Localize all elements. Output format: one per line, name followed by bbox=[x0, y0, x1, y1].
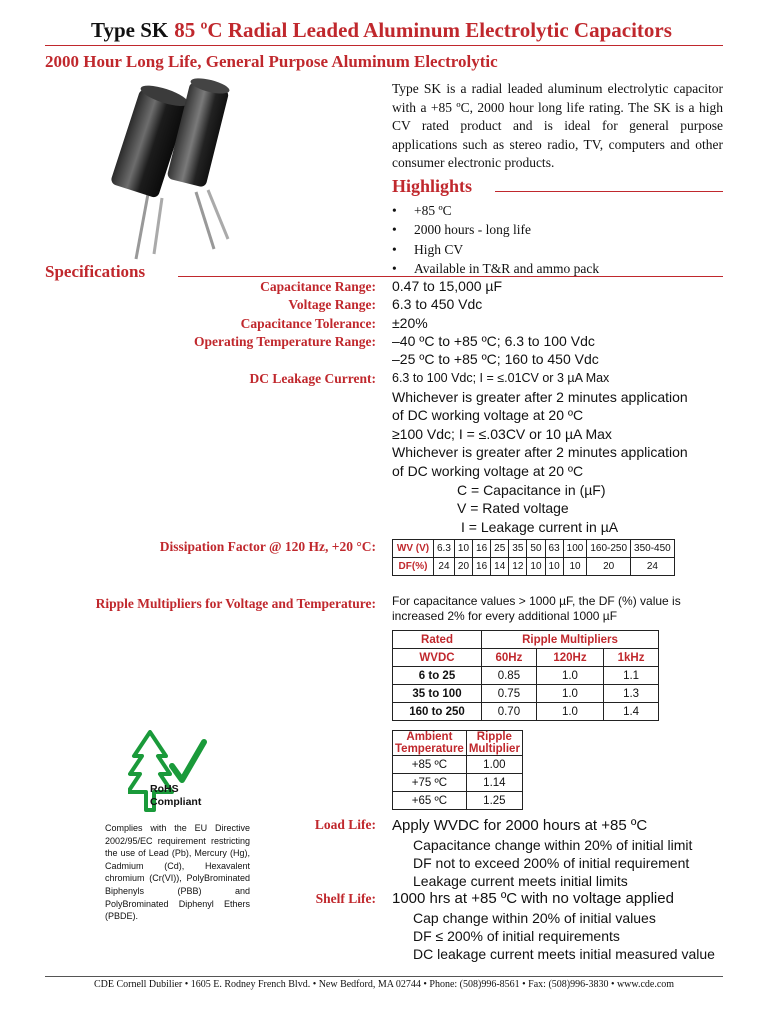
table-cell: 6 to 25 bbox=[393, 667, 482, 685]
ripple-note-2: increased 2% for every additional 1000 µF bbox=[392, 609, 618, 623]
list-item: • High CV bbox=[392, 241, 464, 257]
load-life-line: Capacitance change within 20% of initial limit bbox=[413, 837, 693, 853]
table-cell: +75 ºC bbox=[393, 774, 467, 792]
table-row bbox=[393, 756, 523, 774]
operating-temp-label: Operating Temperature Range: bbox=[194, 334, 376, 349]
table-cell: 14 bbox=[491, 558, 509, 576]
title-text: 85 ºC Radial Leaded Aluminum Electrolytic Capacitors bbox=[174, 18, 672, 42]
page-title bbox=[91, 18, 672, 43]
table-row bbox=[393, 685, 659, 703]
table-cell: Rated bbox=[393, 631, 482, 649]
table-cell: 10 bbox=[527, 558, 545, 576]
table-row bbox=[393, 540, 675, 558]
table-row bbox=[393, 667, 659, 685]
table-cell: 1.0 bbox=[536, 667, 603, 685]
table-row bbox=[393, 792, 523, 810]
table-cell: 25 bbox=[491, 540, 509, 558]
table-cell: 63 bbox=[545, 540, 563, 558]
table-cell: 1.4 bbox=[604, 703, 659, 721]
dc-leakage-line: ≥100 Vdc; I = ≤.03CV or 10 µA Max bbox=[392, 426, 612, 442]
dc-leakage-line: C = Capacitance in (µF) bbox=[457, 482, 606, 498]
table-cell: 1.1 bbox=[604, 667, 659, 685]
table-row bbox=[393, 558, 675, 576]
table-cell: 1.25 bbox=[466, 792, 522, 810]
page-subtitle: 2000 Hour Long Life, General Purpose Aluminum Electrolytic bbox=[45, 52, 498, 71]
table-cell: 1.14 bbox=[466, 774, 522, 792]
table-cell: +65 ºC bbox=[393, 792, 467, 810]
table-cell: 160 to 250 bbox=[393, 703, 482, 721]
table-cell: Ripple Multiplier bbox=[466, 731, 522, 756]
table-cell: Ambient Temperature bbox=[393, 731, 467, 756]
table-cell: 16 bbox=[473, 540, 491, 558]
ripple-multiplier-table bbox=[392, 630, 659, 721]
load-life-label: Load Life: bbox=[314, 817, 376, 832]
highlights-list bbox=[392, 201, 599, 278]
table-row bbox=[393, 649, 659, 667]
table-cell: 6.3 bbox=[434, 540, 455, 558]
table-cell: 10 bbox=[563, 558, 587, 576]
table-row bbox=[393, 631, 659, 649]
table-cell: 1kHz bbox=[604, 649, 659, 667]
table-cell: 350-450 bbox=[631, 540, 675, 558]
dc-leakage-line: of DC working voltage at 20 ºC bbox=[392, 463, 584, 479]
table-cell: 1.00 bbox=[466, 756, 522, 774]
load-life-line: Apply WVDC for 2000 hours at +85 ºC bbox=[392, 817, 648, 834]
table-cell: 50 bbox=[527, 540, 545, 558]
ripple-note-1: For capacitance values > 1000 µF, the DF (%) value is bbox=[392, 594, 681, 608]
dc-leakage-line: Whichever is greater after 2 minutes application bbox=[392, 389, 688, 405]
page-footer: CDE Cornell Dubilier • 1605 E. Rodney French Blvd. • New Bedford, MA 02744 • Phone: (508)996-8561 • Fax: (508)996-3830 • www.cde.com bbox=[93, 979, 675, 990]
table-cell: 1.0 bbox=[536, 685, 603, 703]
tolerance-value: ±20% bbox=[392, 315, 428, 331]
table-cell: 20 bbox=[587, 558, 631, 576]
table-cell: 20 bbox=[454, 558, 472, 576]
list-item: • 2000 hours - long life bbox=[392, 222, 531, 238]
table-cell: 0.85 bbox=[482, 667, 537, 685]
rohs-label: RoHS Compliant bbox=[150, 783, 202, 808]
tolerance-label: Capacitance Tolerance: bbox=[240, 316, 376, 331]
temperature-multiplier-table bbox=[392, 730, 523, 810]
rohs-description: Complies with the EU Directive 2002/95/EC requirement restricting the use of Lead (Pb), Mercury (Hg), Cadmium (Cd), Hexavalent chromium (Cr(VI)), PolyBrominated Biphenyls (PBB) and PolyBrominated Diphenyl Ethers (PBDE). bbox=[105, 823, 250, 922]
capacitance-range-label: Capacitance Range: bbox=[260, 279, 376, 294]
shelf-life-line: DC leakage current meets initial measured value bbox=[413, 946, 715, 962]
specifications-rule bbox=[178, 276, 723, 277]
highlights-rule bbox=[495, 191, 723, 192]
dissipation-factor-label: Dissipation Factor @ 120 Hz, +20 °C: bbox=[159, 539, 376, 554]
table-cell: 10 bbox=[454, 540, 472, 558]
table-cell: +85 ºC bbox=[393, 756, 467, 774]
dc-leakage-line: V = Rated voltage bbox=[457, 500, 569, 516]
voltage-range-value: 6.3 to 450 Vdc bbox=[392, 296, 483, 312]
dc-leakage-line: Whichever is greater after 2 minutes application bbox=[392, 444, 688, 460]
capacitor-image bbox=[96, 74, 236, 264]
shelf-life-line: DF ≤ 200% of initial requirements bbox=[413, 928, 620, 944]
table-cell: 35 bbox=[509, 540, 527, 558]
table-row bbox=[393, 774, 523, 792]
table-cell: 60Hz bbox=[482, 649, 537, 667]
dc-leakage-line: of DC working voltage at 20 ºC bbox=[392, 407, 584, 423]
table-cell: WVDC bbox=[393, 649, 482, 667]
table-cell: DF(%) bbox=[393, 558, 434, 576]
voltage-range-label: Voltage Range: bbox=[288, 297, 376, 312]
load-life-line: Leakage current meets initial limits bbox=[413, 873, 628, 889]
table-cell: 10 bbox=[545, 558, 563, 576]
dissipation-factor-table bbox=[392, 539, 675, 576]
table-cell: 16 bbox=[473, 558, 491, 576]
table-cell: 120Hz bbox=[536, 649, 603, 667]
table-cell: 1.0 bbox=[536, 703, 603, 721]
table-cell: 1.3 bbox=[604, 685, 659, 703]
table-cell: 24 bbox=[631, 558, 675, 576]
operating-temp-value-2: –25 ºC to +85 ºC; 160 to 450 Vdc bbox=[392, 351, 599, 367]
table-cell: 0.75 bbox=[482, 685, 537, 703]
title-type: Type SK bbox=[91, 18, 169, 42]
table-row bbox=[393, 703, 659, 721]
shelf-life-line: 1000 hrs at +85 ºC with no voltage applied bbox=[392, 890, 674, 907]
ripple-multipliers-label: Ripple Multipliers for Voltage and Temperature: bbox=[95, 596, 376, 611]
operating-temp-value-1: –40 ºC to +85 ºC; 6.3 to 100 Vdc bbox=[392, 333, 595, 349]
table-cell: Ripple Multipliers bbox=[482, 631, 659, 649]
specifications-heading: Specifications bbox=[45, 262, 146, 281]
shelf-life-line: Cap change within 20% of initial values bbox=[413, 910, 656, 926]
footer-rule bbox=[45, 976, 723, 977]
table-cell: 160-250 bbox=[587, 540, 631, 558]
dc-leakage-line: 6.3 to 100 Vdc; I = ≤.01CV or 3 µA Max bbox=[392, 371, 610, 385]
table-cell: 100 bbox=[563, 540, 587, 558]
title-rule bbox=[45, 45, 723, 46]
table-cell: 24 bbox=[434, 558, 455, 576]
list-item: • +85 ºC bbox=[392, 203, 452, 218]
intro-paragraph: Type SK is a radial leaded aluminum electrolytic capacitor with a +85 ºC, 2000 hour long life rating. The SK is a high CV rated product and is ideal for general purpose applications such as stereo radio, TV, computers and other consumer electronic products. bbox=[392, 81, 723, 171]
highlights-heading: Highlights bbox=[392, 176, 473, 196]
dc-leakage-label: DC Leakage Current: bbox=[249, 371, 376, 386]
capacitance-range-value: 0.47 to 15,000 µF bbox=[392, 278, 503, 294]
table-row bbox=[393, 731, 523, 756]
table-cell: WV (V) bbox=[393, 540, 434, 558]
shelf-life-label: Shelf Life: bbox=[315, 891, 376, 906]
table-cell: 12 bbox=[509, 558, 527, 576]
list-item: • Available in T&R and ammo pack bbox=[392, 260, 600, 276]
table-cell: 0.70 bbox=[482, 703, 537, 721]
dc-leakage-line: I = Leakage current in µA bbox=[461, 519, 619, 535]
table-cell: 35 to 100 bbox=[393, 685, 482, 703]
load-life-line: DF not to exceed 200% of initial requirement bbox=[413, 855, 690, 871]
